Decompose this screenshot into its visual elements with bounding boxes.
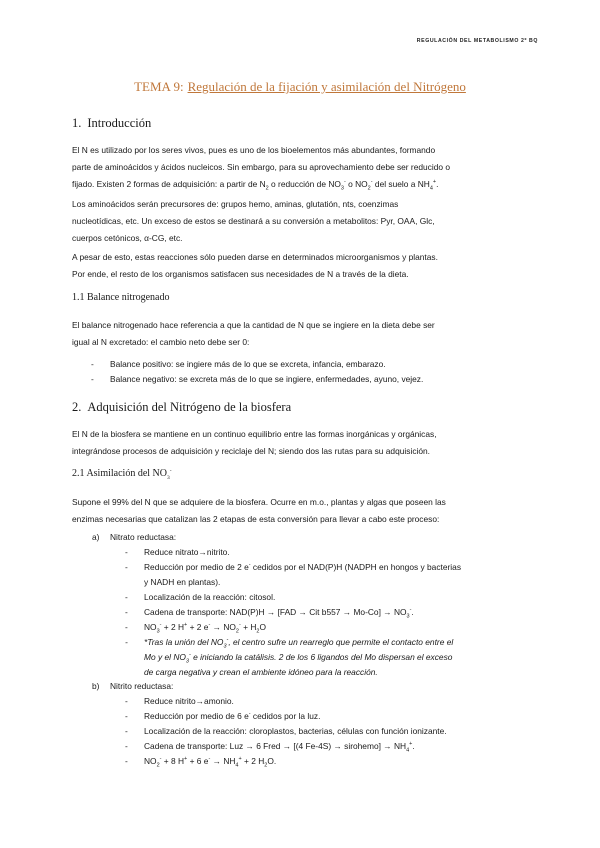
sub-list-item: - Reduce nitrito→amonio. xyxy=(125,696,234,706)
sub-list-item: - Localización de la reacción: citosol. xyxy=(125,592,276,602)
text-line: El N es utilizado por los seres vivos, pues es uno de los bioelementos más abundantes, formando xyxy=(72,145,436,155)
text-line: cuerpos cetónicos, α-CG, etc. xyxy=(72,233,183,243)
sub-list-item: - Cadena de transporte: NAD(P)H → [FAD → Cit $b557 \to Mo-Co] \to NO_3^-$. xyxy=(125,607,414,620)
sub-list-item: - $NO_3^- + 2$ H+ + 2 $e^- \to NO_2^- + H_2O$ xyxy=(125,622,266,635)
subsection-1-1-heading: 1.1 Balance nitrogenado xyxy=(72,292,170,303)
text-line: parte de aminoácidos y ácidos nucleicos. Sin embargo, para su aprovechamiento debe ser reducido o xyxy=(72,162,451,172)
sub-list-item: - $NO_2^- + 8$ H+ + 6 $e^- \to NH_4^+ + 2$ $H_2O$. xyxy=(125,756,277,769)
section-2-heading xyxy=(72,400,291,415)
sub-list-item: - Cadena de transporte: Luz → 6 Fred → [(4 Fe-4S) → sirohemo] → $NH_4^+$. xyxy=(125,741,415,754)
bullet-item: - Balance positivo: se ingiere más de lo que se excreta, infancia, embarazo. xyxy=(91,359,386,369)
sub-list-item: - Localización de la reacción: cloroplastos, bacterias, células con función ionizante. xyxy=(125,726,447,736)
bullet-item: - Balance negativo: se excreta más de lo que se ingiere, enfermedades, ayuno, vejez. xyxy=(91,374,424,384)
reaction-note: - *Tras la unión del $NO_3^-$, el centro sufre un rearreglo que permite el contacto entre el Mo y el $NO_3^-$ e iniciando la catálisis. 2 de los 6 ligandos del Mo dispersan el exceso de carga negativa y crean el ambiente idóneo para la reacción. xyxy=(125,637,454,677)
section-title: Introducción xyxy=(87,116,152,130)
page-title xyxy=(0,79,600,95)
running-header: REGULACIÓN DEL METABOLISMO 2º BQ xyxy=(416,38,538,44)
intro-paragraph-1 xyxy=(72,142,528,193)
title-text: Regulación de la fijación y asimilación del Nitrógeno xyxy=(187,79,466,94)
text-line: A pesar de esto, estas reacciones sólo pueden darse en determinados microorganismos y plantas. xyxy=(72,252,438,262)
title-number: TEMA 9: xyxy=(134,79,184,94)
list-item-a: a) Nitrato reductasa: xyxy=(92,532,177,542)
biosphere-paragraph xyxy=(72,426,528,460)
section-1-heading xyxy=(72,116,151,131)
intro-paragraph-2 xyxy=(72,196,528,247)
section-number: 1. xyxy=(72,116,82,130)
section-number: 2. xyxy=(72,400,82,414)
text-line: fijado. Existen 2 formas de adquisición: a partir de $N_2$ o reducción de $NO_3^-$ o $NO_2^-$ del suelo a $NH_4^+$. xyxy=(72,179,439,192)
text-line: Los aminoácidos serán precursores de: grupos hemo, aminas, glutatión, nts, coenzimas xyxy=(72,199,399,209)
text-line: El balance nitrogenado hace referencia a que la cantidad de N que se ingiere en la dieta debe ser xyxy=(72,320,435,330)
sub-list-item: - Reduce nitrato→nitrito. xyxy=(125,547,230,557)
section-title: Adquisición del Nitrógeno de la biosfera xyxy=(87,400,292,414)
list-item-b: b) Nitrito reductasa: xyxy=(92,681,174,691)
text-line: El N de la biosfera se mantiene en un continuo equilibrio entre las formas inorgánicas y orgánicas, xyxy=(72,429,437,439)
text-line: nucleotídicas, etc. Un exceso de estos se destinará a su conversión a metabolitos: Pyr, OAA, Glc, xyxy=(72,216,435,226)
text-line: enzimas necesarias que catalizan las 2 etapas de esta conversión para llevar a cabo este proceso: xyxy=(72,514,440,524)
subsection-2-1-heading: 2.1 Asimilación del $NO_3^-$ xyxy=(72,467,172,481)
text-line: Supone el 99% del N que se adquiere de la biosfera. Ocurre en m.o., plantas y algas que poseen las xyxy=(72,497,446,507)
text-line: igual al N excretado: el cambio neto debe ser 0: xyxy=(72,337,250,347)
sub-list-item: - Reducción por medio de 2 e- cedidos por el NAD(P)H (NADPH en hongos y bacterias y NADH en plantas). xyxy=(125,562,462,587)
text-line: Por ende, el resto de los organismos satisfacen sus necesidades de N a través de la dieta. xyxy=(72,269,409,279)
text-line: integrándose procesos de adquisición y reciclaje del N; siendo dos las rutas para su adquisición. xyxy=(72,446,431,456)
intro-paragraph-3 xyxy=(72,249,528,283)
assimilation-paragraph xyxy=(72,494,528,528)
sub-list-item: - Reducción por medio de 6 e- cedidos por la luz. xyxy=(125,711,321,721)
balance-paragraph xyxy=(72,317,528,351)
